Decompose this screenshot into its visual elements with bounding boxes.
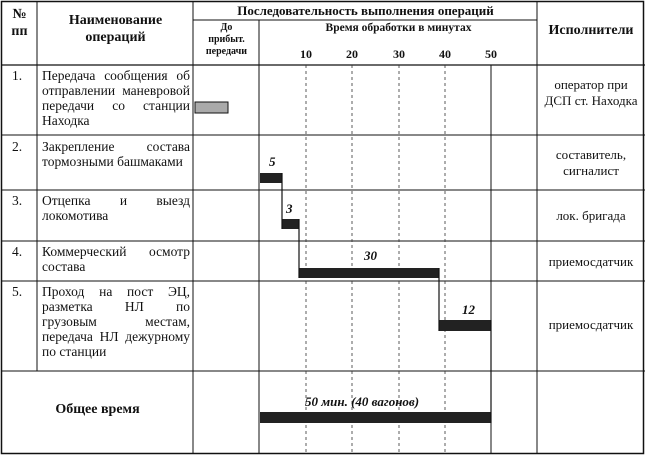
tick-label: 50 [485, 47, 497, 61]
row-number: 2. [12, 139, 23, 154]
total-bar-label: 50 мин. (40 вагонов) [305, 394, 420, 409]
bar-row-3 [282, 219, 299, 229]
operation-name: Отцепка и выезд локомотива [42, 193, 190, 223]
operation-name: Закрепление состава тормозными башмаками [42, 139, 190, 169]
performer: лок. бригада [556, 208, 626, 223]
bar-row-1 [195, 102, 228, 113]
row-number: 5. [12, 284, 23, 299]
header-performers: Исполнители [548, 23, 634, 38]
bar-row-4 [299, 268, 439, 278]
row-number: 3. [12, 193, 23, 208]
performer: приемосдатчик [548, 254, 634, 269]
total-label: Общее время [55, 402, 140, 417]
operation-name: Коммерческий осмотр состава [42, 244, 190, 274]
header-operation: Наименование операций [68, 13, 163, 45]
header-before-arrival: До прибыт. передачи [205, 22, 248, 57]
performer: приемосдатчик [548, 317, 634, 332]
header-time-minutes: Время обработки в минутах [325, 22, 472, 34]
performer: оператор при ДСП ст. Находка [544, 77, 638, 108]
bar-label: 30 [364, 248, 377, 263]
operation-name: Проход на пост ЭЦ, разметка НЛ по грузовым местам, передача НЛ дежурному по станции [42, 284, 190, 359]
tick-label: 30 [393, 47, 405, 61]
tick-label: 20 [346, 47, 358, 61]
tick-label: 10 [300, 47, 312, 61]
performer: составитель, сигналист [555, 147, 627, 178]
bar-row-5 [439, 320, 491, 331]
operation-name: Передача сообщения об отправлении маневровой передачи со станции Находка [42, 68, 190, 128]
bar-total [260, 412, 491, 423]
bar-label: 3 [286, 201, 293, 216]
tick-label: 40 [439, 47, 451, 61]
bar-label: 5 [269, 154, 276, 169]
header-sequence: Последовательность выполнения операций [237, 3, 494, 18]
row-number: 1. [12, 68, 23, 83]
row-number: 4. [12, 244, 23, 259]
bar-row-2 [260, 173, 282, 183]
header-number: № пп [11, 7, 28, 39]
bar-label: 12 [462, 302, 475, 317]
